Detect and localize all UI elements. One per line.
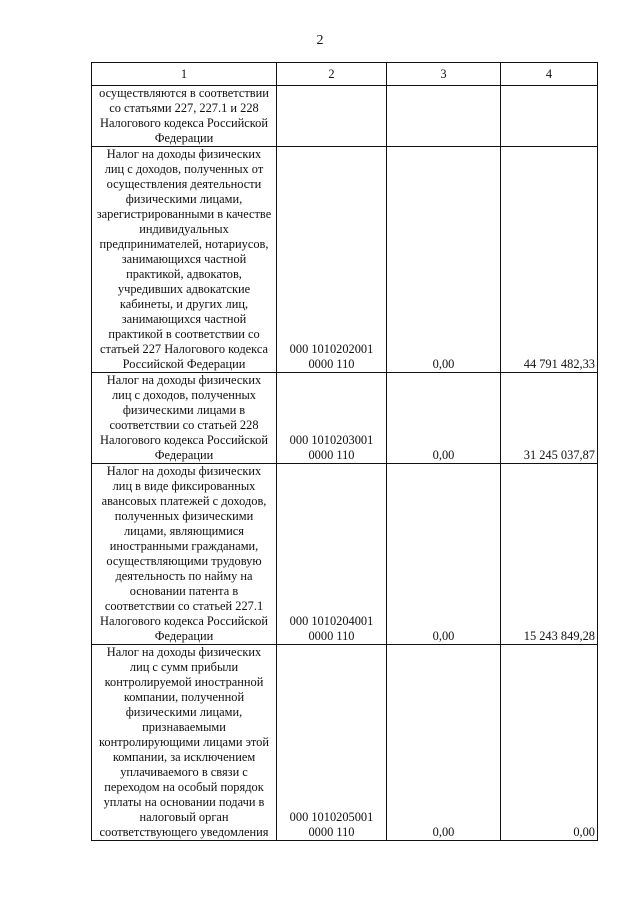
row-code [277,464,387,645]
column-header-3: 3 [387,63,501,86]
row-col4: 15 243 849,28 [501,464,598,645]
row-description [92,147,277,373]
column-header-1: 1 [92,63,277,86]
revenue-table [91,62,598,841]
row-description [92,645,277,841]
row-code-text: 000 1010205001 0000 110 [289,810,374,839]
column-header-4: 4 [501,63,598,86]
table-row [92,645,598,841]
row-code-text: 000 1010204001 0000 110 [289,614,374,643]
row-col4: 0,00 [501,645,598,841]
row-code-text: 000 1010202001 0000 110 [289,342,374,371]
row-col3: 0,00 [387,464,501,645]
row-description-text: Налог на доходы физических лиц в виде фиксированных авансовых платежей с доходов, полученных физическими лицами, являющимися иностранными гражданами, осуществляющими трудовую деятельность по найму на основании патента в соответствии со статьей 227.1 Налогового кодекса Российской Федерации [100,464,268,643]
row-code [277,645,387,841]
row-description [92,373,277,464]
table-row [92,86,598,147]
row-description [92,86,277,147]
row-description [92,464,277,645]
row-code [277,373,387,464]
row-description-text: Налог на доходы физических лиц с доходов, полученных от осуществления деятельности физическими лицами, зарегистрированными в качестве индивидуальных предпринимателей, нотариусов, занимающихся частной практикой, адвокатов, учредивших адвокатские кабинеты, и других лиц, занимающихся частной практикой в соответствии со статьей 227 Налогового кодекса Российской Федерации [96,147,272,371]
row-col3: 0,00 [387,373,501,464]
row-description-text: Налог на доходы физических лиц с сумм прибыли контролируемой иностранной компании, полученной физическими лицами, признаваемыми контролирующими лицами этой компании, за исключением уплачиваемого в связи с переходом на особый порядок уплаты на основании подачи в налоговый орган соответствующего уведомления [99,645,269,839]
row-col4: 31 245 037,87 [501,373,598,464]
row-col3: 0,00 [387,147,501,373]
row-code [277,86,387,147]
column-header-2: 2 [277,63,387,86]
row-col3: 0,00 [387,645,501,841]
page-number: 2 [316,33,324,48]
row-code [277,147,387,373]
table-row [92,464,598,645]
table-row [92,147,598,373]
row-col4: 44 791 482,33 [501,147,598,373]
table-row [92,373,598,464]
row-col3 [387,86,501,147]
table-header-row [92,63,598,86]
row-description-text: Налог на доходы физических лиц с доходов, полученных физическими лицами в соответствии со статьей 228 Налогового кодекса Российской Федерации [100,373,268,462]
row-col4 [501,86,598,147]
row-description-text: осуществляются в соответствии со статьями 227, 227.1 и 228 Налогового кодекса Российской Федерации [99,86,269,145]
row-code-text: 000 1010203001 0000 110 [289,433,374,462]
